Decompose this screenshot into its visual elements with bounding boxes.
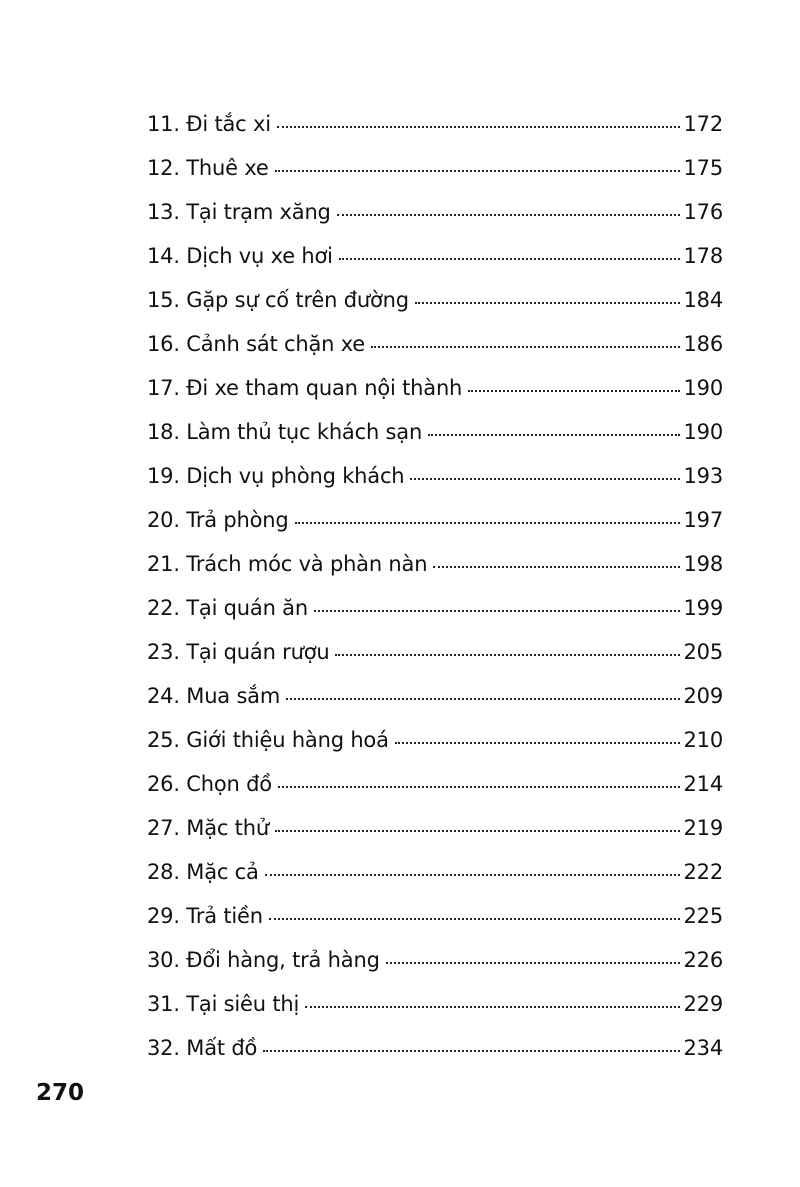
toc-entry [147, 502, 723, 546]
toc-entry-title: 22. Tại quán ăn [147, 596, 308, 620]
dot-leader [269, 918, 680, 920]
toc-entry [147, 194, 723, 238]
toc-entry-title: 27. Mặc thử [147, 816, 269, 840]
toc-entry [147, 722, 723, 766]
toc-entry-title: 15. Gặp sự cố trên đường [147, 288, 409, 312]
toc-entry-page: 234 [683, 1036, 723, 1060]
dot-leader [275, 170, 680, 172]
toc-entry-page: 175 [683, 156, 723, 180]
toc-entry [147, 238, 723, 282]
toc-entry [147, 810, 723, 854]
toc-entry-title: 30. Đổi hàng, trả hàng [147, 948, 380, 972]
toc-entry-title: 31. Tại siêu thị [147, 992, 300, 1016]
dot-leader [265, 874, 680, 876]
toc-entry-title: 14. Dịch vụ xe hơi [147, 244, 333, 268]
dot-leader [295, 522, 680, 524]
dot-leader [468, 390, 679, 392]
toc-entry-title: 25. Giới thiệu hàng hoá [147, 728, 389, 752]
toc-entry [147, 458, 723, 502]
dot-leader [263, 1050, 679, 1052]
toc-entry-page: 214 [683, 772, 723, 796]
toc-entry-title: 32. Mất đồ [147, 1036, 258, 1060]
dot-leader [410, 478, 679, 480]
dot-leader [314, 610, 680, 612]
toc-entry [147, 898, 723, 942]
toc-entry [147, 370, 723, 414]
dot-leader [386, 962, 680, 964]
toc-entry-title: 28. Mặc cả [147, 860, 259, 884]
table-of-contents [147, 106, 723, 1074]
toc-entry [147, 414, 723, 458]
dot-leader [286, 698, 679, 700]
toc-entry [147, 634, 723, 678]
toc-entry-title: 19. Dịch vụ phòng khách [147, 464, 405, 488]
toc-entry-page: 199 [683, 596, 723, 620]
toc-entry-page: 226 [683, 948, 723, 972]
toc-entry-title: 24. Mua sắm [147, 684, 281, 708]
dot-leader [305, 1006, 679, 1008]
toc-entry-page: 190 [683, 376, 723, 400]
toc-entry [147, 326, 723, 370]
dot-leader [433, 566, 679, 568]
page-number: 270 [36, 1080, 85, 1106]
dot-leader [339, 258, 680, 260]
toc-entry-title: 21. Trách móc và phàn nàn [147, 552, 428, 576]
toc-entry [147, 986, 723, 1030]
toc-entry-page: 178 [683, 244, 723, 268]
toc-entry-page: 193 [683, 464, 723, 488]
toc-entry-page: 197 [683, 508, 723, 532]
toc-entry-title: 18. Làm thủ tục khách sạn [147, 420, 423, 444]
toc-entry-title: 20. Trả phòng [147, 508, 289, 532]
toc-entry [147, 942, 723, 986]
toc-entry-page: 205 [683, 640, 723, 664]
dot-leader [277, 126, 680, 128]
toc-entry-title: 26. Chọn đồ [147, 772, 272, 796]
dot-leader [415, 302, 680, 304]
toc-entry-title: 11. Đi tắc xi [147, 112, 271, 136]
dot-leader [371, 346, 679, 348]
dot-leader [275, 830, 680, 832]
dot-leader [335, 654, 679, 656]
toc-entry-page: 219 [683, 816, 723, 840]
toc-entry-page: 186 [683, 332, 723, 356]
toc-entry [147, 1030, 723, 1074]
toc-entry [147, 766, 723, 810]
toc-entry-title: 29. Trả tiền [147, 904, 263, 928]
toc-entry-page: 222 [683, 860, 723, 884]
toc-entry [147, 106, 723, 150]
toc-entry-title: 17. Đi xe tham quan nội thành [147, 376, 463, 400]
toc-entry [147, 150, 723, 194]
toc-entry-page: 198 [683, 552, 723, 576]
toc-entry-page: 225 [683, 904, 723, 928]
toc-entry-page: 209 [683, 684, 723, 708]
toc-entry-page: 184 [683, 288, 723, 312]
toc-entry-page: 176 [683, 200, 723, 224]
toc-entry-title: 13. Tại trạm xăng [147, 200, 331, 224]
toc-entry-title: 12. Thuê xe [147, 156, 269, 180]
toc-entry [147, 678, 723, 722]
toc-entry [147, 282, 723, 326]
dot-leader [428, 434, 679, 436]
toc-entry-page: 229 [683, 992, 723, 1016]
toc-entry [147, 854, 723, 898]
toc-entry-title: 16. Cảnh sát chặn xe [147, 332, 366, 356]
dot-leader [337, 214, 680, 216]
toc-entry-page: 190 [683, 420, 723, 444]
toc-entry [147, 546, 723, 590]
toc-entry-title: 23. Tại quán rượu [147, 640, 330, 664]
toc-entry-page: 210 [683, 728, 723, 752]
toc-entry-page: 172 [683, 112, 723, 136]
dot-leader [278, 786, 680, 788]
dot-leader [395, 742, 680, 744]
toc-entry [147, 590, 723, 634]
